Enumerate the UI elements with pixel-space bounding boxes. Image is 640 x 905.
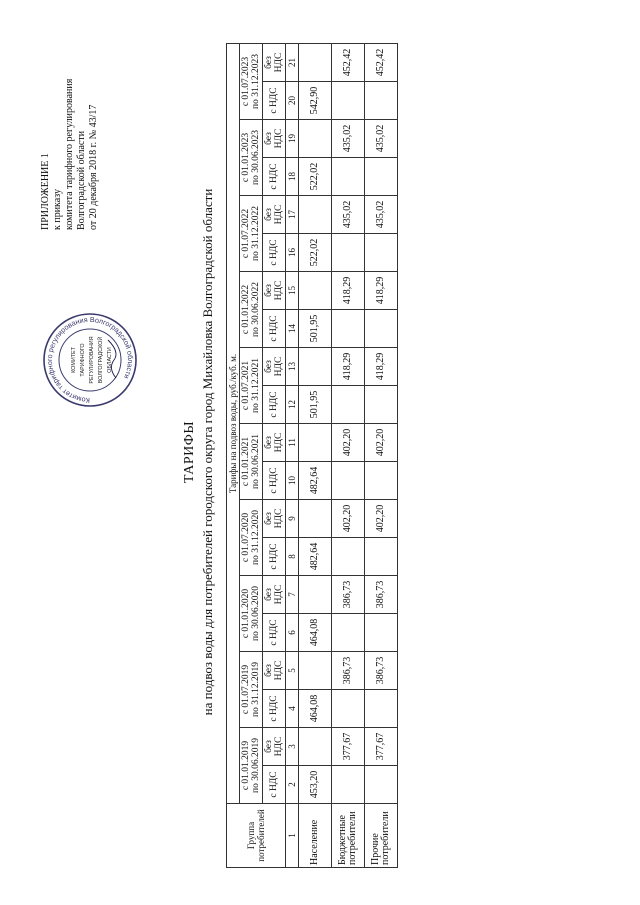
with-vat-header: с НДС bbox=[263, 538, 286, 576]
tariff-value-cell bbox=[365, 614, 398, 652]
tariff-value-cell bbox=[332, 82, 365, 120]
table-row bbox=[365, 44, 398, 868]
page-title: ТАРИФЫ bbox=[182, 420, 197, 484]
tariff-value-cell: 386,73 bbox=[332, 576, 365, 614]
tariff-value-cell: 501,95 bbox=[299, 386, 332, 424]
tariff-value-cell: 435,02 bbox=[365, 120, 398, 158]
period-from: с 01.07.2023 bbox=[241, 56, 251, 107]
with-vat-header: с НДС bbox=[263, 462, 286, 500]
column-number-cell: 3 bbox=[286, 728, 299, 766]
tariff-value-cell bbox=[299, 728, 332, 766]
tariff-value-cell bbox=[332, 462, 365, 500]
page-subtitle: на подвоз воды для потребителей городского округа город Михайловка Волгоградской области bbox=[200, 188, 215, 716]
tariff-value-cell bbox=[332, 690, 365, 728]
without-vat-header: без НДС bbox=[263, 652, 286, 690]
tariff-value-cell bbox=[299, 272, 332, 310]
period-to: по 30.06.2021 bbox=[251, 434, 261, 489]
tariff-value-cell bbox=[365, 766, 398, 804]
without-vat-header: без НДС bbox=[263, 120, 286, 158]
without-vat-header: без НДС bbox=[263, 500, 286, 538]
seal-center-text: ТАРИФНОГО bbox=[80, 343, 86, 377]
period-to: по 31.12.2022 bbox=[251, 206, 261, 261]
seal-center-text: КОМИТЕТ bbox=[71, 347, 77, 373]
period-to: по 30.06.2022 bbox=[251, 282, 261, 337]
tariff-value-cell: 418,29 bbox=[332, 348, 365, 386]
tariff-value-cell: 418,29 bbox=[365, 348, 398, 386]
column-number-cell: 13 bbox=[286, 348, 299, 386]
without-vat-header: без НДС bbox=[263, 348, 286, 386]
without-vat-header: без НДС bbox=[263, 728, 286, 766]
tariff-value-cell: 482,64 bbox=[299, 462, 332, 500]
tariff-value-cell bbox=[365, 690, 398, 728]
column-number-cell: 20 bbox=[286, 82, 299, 120]
period-header-cell bbox=[240, 576, 263, 652]
with-vat-header: с НДС bbox=[263, 766, 286, 804]
column-number-cell: 21 bbox=[286, 44, 299, 82]
column-number-cell: 14 bbox=[286, 310, 299, 348]
consumer-group-cell: Прочие потребители bbox=[365, 804, 398, 868]
period-from: с 01.01.2023 bbox=[241, 132, 251, 183]
tariff-value-cell: 464,08 bbox=[299, 690, 332, 728]
tariff-value-cell bbox=[365, 538, 398, 576]
annex-line: к приказу bbox=[52, 189, 63, 230]
tariff-value-cell: 418,29 bbox=[332, 272, 365, 310]
annex-title: ПРИЛОЖЕНИЕ 1 bbox=[40, 153, 51, 230]
column-number-cell: 1 bbox=[286, 804, 299, 868]
tariff-value-cell bbox=[365, 310, 398, 348]
tariff-table bbox=[226, 43, 398, 868]
period-from: с 01.01.2022 bbox=[241, 284, 251, 335]
seal-center-text: ВОЛГОГРАДСКОЙ bbox=[98, 336, 104, 384]
period-header-cell bbox=[240, 652, 263, 728]
column-number-cell: 19 bbox=[286, 120, 299, 158]
seal-ring-text: Комитет тарифного регулирования Волгоградской области bbox=[44, 314, 136, 406]
tariff-value-cell: 435,02 bbox=[332, 196, 365, 234]
tariff-value-cell: 453,20 bbox=[299, 766, 332, 804]
with-vat-header: с НДС bbox=[263, 386, 286, 424]
with-vat-header: с НДС bbox=[263, 158, 286, 196]
seal-center-text: ОБЛАСТИ bbox=[107, 347, 113, 373]
with-vat-header: с НДС bbox=[263, 310, 286, 348]
caption-row bbox=[227, 44, 240, 868]
column-number-cell: 11 bbox=[286, 424, 299, 462]
period-from: с 01.01.2019 bbox=[241, 740, 251, 791]
table-row bbox=[299, 44, 332, 868]
tariff-value-cell: 501,95 bbox=[299, 310, 332, 348]
tariff-value-cell bbox=[332, 310, 365, 348]
with-vat-header: с НДС bbox=[263, 614, 286, 652]
tariff-value-cell bbox=[299, 44, 332, 82]
table-row bbox=[332, 44, 365, 868]
period-to: по 31.12.2019 bbox=[251, 662, 261, 717]
column-number-cell: 17 bbox=[286, 196, 299, 234]
tariff-value-cell: 402,20 bbox=[332, 500, 365, 538]
period-to: по 31.12.2020 bbox=[251, 510, 261, 565]
tariff-value-cell: 435,02 bbox=[332, 120, 365, 158]
period-to: по 31.12.2021 bbox=[251, 358, 261, 413]
annex-line: комитета тарифного регулирования bbox=[64, 78, 75, 230]
period-header-cell bbox=[240, 728, 263, 804]
tariff-value-cell: 377,67 bbox=[332, 728, 365, 766]
tariff-value-cell bbox=[332, 766, 365, 804]
column-number-cell: 16 bbox=[286, 234, 299, 272]
title-block bbox=[182, 22, 216, 882]
column-number-cell: 12 bbox=[286, 386, 299, 424]
tariff-value-cell: 482,64 bbox=[299, 538, 332, 576]
tariff-value-cell bbox=[299, 196, 332, 234]
tariff-value-cell bbox=[299, 576, 332, 614]
annex-date: от 20 декабря 2018 г. № 43/17 bbox=[88, 104, 99, 230]
without-vat-header: без НДС bbox=[263, 424, 286, 462]
period-to: по 30.06.2019 bbox=[251, 738, 261, 793]
period-from: с 01.07.2021 bbox=[241, 360, 251, 411]
with-vat-header: с НДС bbox=[263, 234, 286, 272]
tariff-value-cell: 402,20 bbox=[332, 424, 365, 462]
column-number-cell: 9 bbox=[286, 500, 299, 538]
tariff-value-cell: 402,20 bbox=[365, 424, 398, 462]
tariff-value-cell: 435,02 bbox=[365, 196, 398, 234]
tariff-value-cell bbox=[332, 234, 365, 272]
tariff-value-cell: 542,90 bbox=[299, 82, 332, 120]
tariff-value-cell bbox=[299, 348, 332, 386]
column-number-cell: 5 bbox=[286, 652, 299, 690]
tariff-value-cell: 464,08 bbox=[299, 614, 332, 652]
period-header-cell bbox=[240, 500, 263, 576]
consumer-group-cell: Бюджетные потребители bbox=[332, 804, 365, 868]
tariff-value-cell bbox=[365, 462, 398, 500]
group-header-cell: Группа потребителей bbox=[227, 804, 286, 868]
seal-center-text: РЕГУЛИРОВАНИЯ bbox=[89, 336, 95, 384]
period-from: с 01.01.2020 bbox=[241, 588, 251, 639]
period-to: по 31.12.2023 bbox=[251, 54, 261, 109]
period-from: с 01.07.2019 bbox=[241, 664, 251, 715]
tariff-value-cell bbox=[299, 652, 332, 690]
column-number-cell: 6 bbox=[286, 614, 299, 652]
tariff-value-cell: 452,42 bbox=[332, 44, 365, 82]
column-number-cell: 8 bbox=[286, 538, 299, 576]
without-vat-header: без НДС bbox=[263, 576, 286, 614]
period-header-cell bbox=[240, 348, 263, 424]
tariff-value-cell bbox=[299, 500, 332, 538]
tariff-value-cell: 402,20 bbox=[365, 500, 398, 538]
period-from: с 01.01.2021 bbox=[241, 436, 251, 487]
tariff-value-cell bbox=[299, 120, 332, 158]
vat-row bbox=[263, 44, 286, 868]
tariff-value-cell bbox=[332, 158, 365, 196]
with-vat-header: с НДС bbox=[263, 82, 286, 120]
tariff-value-cell bbox=[299, 424, 332, 462]
rotated-content bbox=[40, 22, 600, 882]
period-to: по 30.06.2023 bbox=[251, 130, 261, 185]
column-number-row bbox=[286, 44, 299, 868]
period-header-cell bbox=[240, 196, 263, 272]
period-to: по 30.06.2020 bbox=[251, 586, 261, 641]
period-row bbox=[240, 44, 263, 868]
tariff-value-cell: 377,67 bbox=[365, 728, 398, 766]
tariff-value-cell bbox=[332, 538, 365, 576]
without-vat-header: без НДС bbox=[263, 44, 286, 82]
column-number-cell: 18 bbox=[286, 158, 299, 196]
tariff-value-cell bbox=[332, 614, 365, 652]
tariff-value-cell: 386,73 bbox=[332, 652, 365, 690]
tariff-value-cell bbox=[332, 386, 365, 424]
tariff-value-cell: 386,73 bbox=[365, 652, 398, 690]
column-number-cell: 7 bbox=[286, 576, 299, 614]
with-vat-header: с НДС bbox=[263, 690, 286, 728]
annex-line: Волгоградской области bbox=[76, 130, 87, 230]
period-header-cell bbox=[240, 424, 263, 500]
official-seal bbox=[42, 312, 138, 408]
tariff-caption-cell: Тарифы на подвоз воды, руб./куб. м. bbox=[227, 44, 240, 804]
consumer-group-cell: Население bbox=[299, 804, 332, 868]
without-vat-header: без НДС bbox=[263, 272, 286, 310]
column-number-cell: 2 bbox=[286, 766, 299, 804]
tariff-value-cell bbox=[365, 82, 398, 120]
tariff-value-cell bbox=[365, 158, 398, 196]
tariff-value-cell: 452,42 bbox=[365, 44, 398, 82]
period-from: с 01.07.2020 bbox=[241, 512, 251, 563]
period-header-cell bbox=[240, 120, 263, 196]
period-header-cell bbox=[240, 44, 263, 120]
tariff-value-cell bbox=[365, 386, 398, 424]
tariff-value-cell: 522,02 bbox=[299, 234, 332, 272]
period-header-cell bbox=[240, 272, 263, 348]
tariff-value-cell: 386,73 bbox=[365, 576, 398, 614]
column-number-cell: 10 bbox=[286, 462, 299, 500]
tariff-value-cell: 522,02 bbox=[299, 158, 332, 196]
column-number-cell: 4 bbox=[286, 690, 299, 728]
period-from: с 01.07.2022 bbox=[241, 208, 251, 259]
tariff-value-cell bbox=[365, 234, 398, 272]
without-vat-header: без НДС bbox=[263, 196, 286, 234]
tariff-value-cell: 418,29 bbox=[365, 272, 398, 310]
column-number-cell: 15 bbox=[286, 272, 299, 310]
